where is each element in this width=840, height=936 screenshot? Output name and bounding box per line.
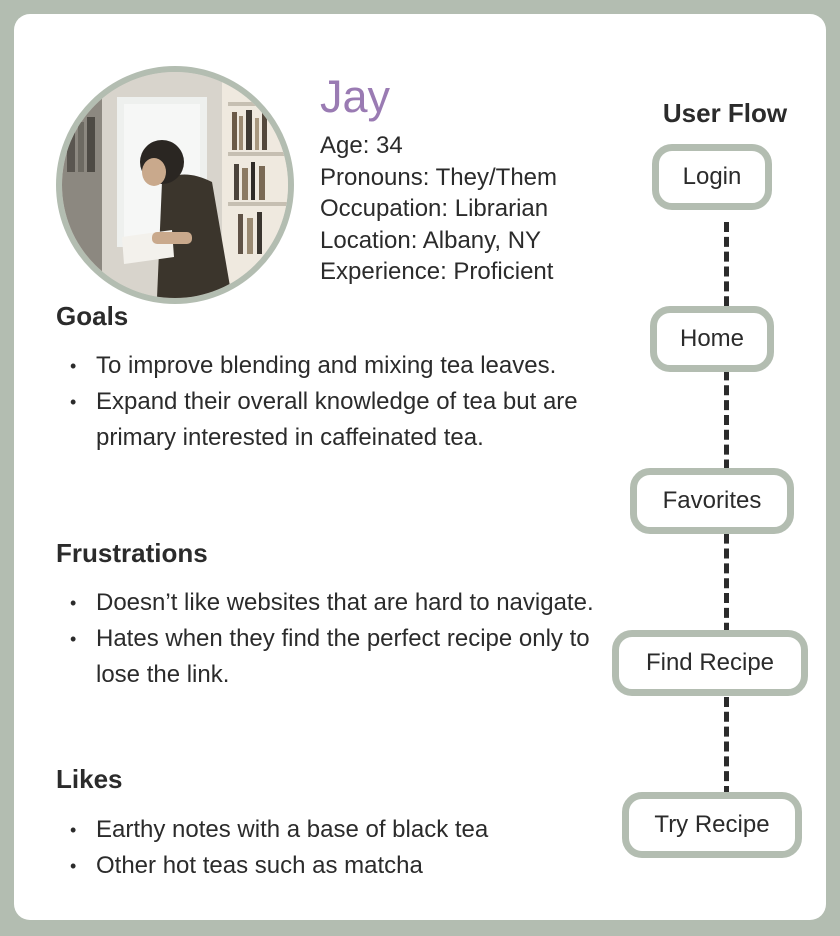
frustrations-heading: Frustrations [56,538,208,568]
list-item: • To improve blending and mixing tea leaves. [56,348,616,384]
persona-name: Jay [320,71,391,122]
bullet-icon: • [70,629,77,649]
fact-experience: Experience: Proficient [320,258,554,285]
persona-card [14,14,826,920]
list-item: • Doesn’t like websites that are hard to navigate. [56,585,616,621]
flow-step-home: Home [650,306,774,372]
flow-step-favorites: Favorites [630,468,794,534]
goals-list [56,348,616,456]
bullet-icon: • [70,392,77,412]
fact-location: Location: Albany, NY [320,226,542,254]
bullet-icon: • [70,593,77,613]
fact-pronouns: Pronouns: They/Them [320,163,558,191]
list-item: • Hates when they find the perfect recipe only to lose the link. [56,621,616,693]
fact-age: Age: 34 [320,132,403,159]
list-item: • Other hot teas such as matcha [56,848,616,884]
frustrations-list [56,585,616,693]
list-item: • Expand their overall knowledge of tea but are primary interested in caffeinated tea. [56,384,616,456]
persona-photo [56,66,294,304]
bullet-icon: • [70,856,77,876]
user-flow-heading: User Flow [662,98,788,128]
flow-step-find-recipe: Find Recipe [612,630,808,696]
persona-facts [320,130,557,288]
likes-heading: Likes [56,764,123,794]
likes-list [56,812,616,884]
goals-heading: Goals [56,301,129,331]
bullet-icon: • [70,356,77,376]
list-item: • Earthy notes with a base of black tea [56,812,616,848]
bullet-icon: • [70,820,77,840]
flow-step-login: Login [652,144,772,210]
fact-occupation: Occupation: Librarian [320,195,549,222]
photo-illustration [62,72,288,298]
flow-step-try-recipe: Try Recipe [622,792,802,858]
